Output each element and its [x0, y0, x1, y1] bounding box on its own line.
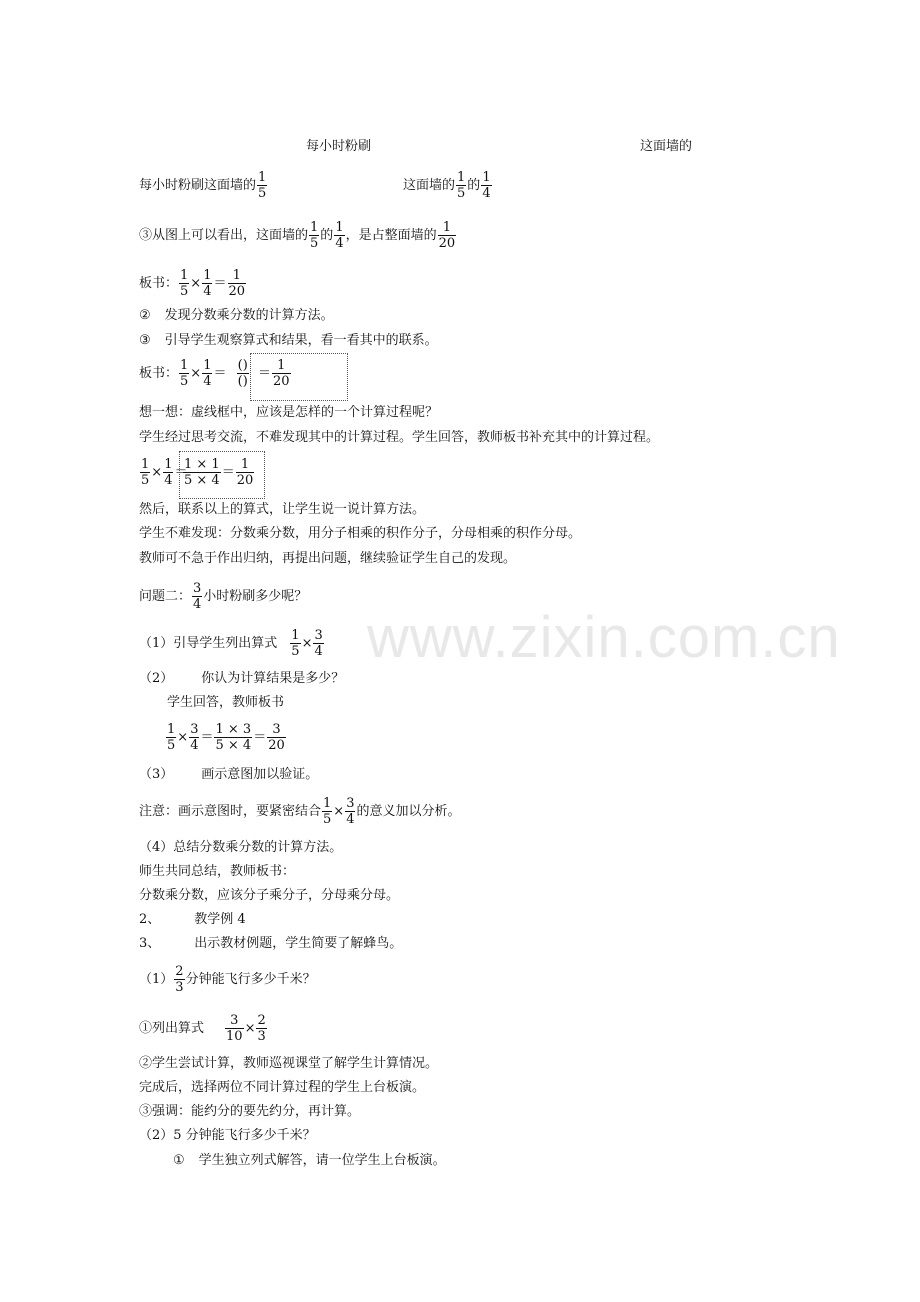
- fraction-line-1b: 这面墙的 $\frac{1}{5}$ 的 $\frac{1}{4}$: [403, 170, 491, 201]
- fraction: $\frac{1}{20}$: [438, 220, 456, 251]
- text: 这面墙的: [403, 178, 456, 193]
- item-guide: ③ 引导学生观察算式和结果，看一看其中的联系。: [139, 333, 438, 348]
- fraction: $\frac{1}{5}$: [323, 796, 332, 827]
- watermark: www.zixin.com.cn: [367, 605, 841, 670]
- students-find: 学生不难发现：分数乘分数，用分子相乘的积作分子，分母相乘的积作分母。: [139, 526, 582, 541]
- fraction: $\frac{3}{4}$: [193, 581, 202, 612]
- observation-line: ③从图上可以看出，这面墙的 $\frac{1}{5}$ 的 $\frac{1}{4}$ ，是占整面墙的 $\frac{1}{20}$: [139, 220, 456, 251]
- fraction: $\frac{2}{3}$: [257, 1013, 266, 1044]
- fraction: $\frac{3}{20}$: [268, 722, 285, 753]
- problem-1-step-a: ①列出算式 $\frac{3}{10}$ × $\frac{2}{3}$: [139, 1013, 266, 1044]
- step-2: （2） 你认为计算结果是多少？: [139, 671, 345, 686]
- fraction: $\frac{3}{4}$: [314, 628, 323, 659]
- board-writing-2: 板书： $\frac{1}{5}$ × $\frac{1}{4}$ ＝ $\frac{()}{()}$: [139, 358, 248, 389]
- fraction: $\frac{1}{5}$: [291, 628, 300, 659]
- fraction: $\frac{1}{20}$: [228, 268, 246, 299]
- fraction: $\frac{1}{5}$: [180, 358, 189, 389]
- section-2: 2、 教学例 4: [139, 912, 246, 927]
- fraction-placeholder: $\frac{()}{()}$: [237, 358, 248, 389]
- question-two: 问题二： $\frac{3}{4}$ 小时粉刷多少呢？: [139, 581, 308, 612]
- board-writing-3-expansion: $\frac{1 \times 1}{5 \times 4}$ ＝ $\frac{1}{20}$: [184, 457, 254, 488]
- fraction: $\frac{1}{4}$: [203, 268, 212, 299]
- board-writing-2-result: ＝ $\frac{1}{20}$: [258, 358, 290, 389]
- fraction: $\frac{1}{5}$: [258, 170, 267, 201]
- fraction: $\frac{1}{5}$: [141, 457, 150, 488]
- note-line: 注意：画示意图时，要紧密结合 $\frac{1}{5}$ × $\frac{3}{4}$ 的意义加以分析。: [139, 796, 461, 827]
- step-1: （1）引导学生列出算式 $\frac{1}{5}$ × $\frac{3}{4}$: [139, 628, 323, 659]
- fraction: $\frac{3}{4}$: [190, 722, 199, 753]
- section-3: 3、 出示教材例题，学生简要了解蜂鸟。: [139, 936, 403, 951]
- think-line: 想一想：虚线框中，应该是怎样的一个计算过程呢？: [139, 405, 439, 420]
- fraction-line-1: [139, 170, 268, 201]
- summary-intro: 师生共同总结，教师板书：: [139, 864, 296, 879]
- problem-2: （2）5 分钟能飞行多少千米？: [139, 1128, 316, 1143]
- then-line: 然后，联系以上的算式，让学生说一说计算方法。: [139, 502, 426, 517]
- fraction: $\frac{3}{4}$: [346, 796, 355, 827]
- fraction: $\frac{1}{4}$: [335, 220, 344, 251]
- step-4: （4）总结分数乘分数的计算方法。: [139, 840, 343, 855]
- fraction: $\frac{1}{4}$: [203, 358, 212, 389]
- fraction: $\frac{1 \times 3}{5 \times 4}$: [215, 722, 252, 753]
- problem-1-step-b: ②学生尝试计算，教师巡视课堂了解学生计算情况。: [139, 1056, 439, 1071]
- fraction: $\frac{1}{5}$: [180, 268, 189, 299]
- text: 每小时粉刷这面墙的: [139, 178, 257, 193]
- problem-1-step-c: 完成后，选择两位不同计算过程的学生上台板演。: [139, 1080, 426, 1095]
- board-writing-3: $\frac{1}{5}$ × $\frac{1}{4}$ ＝: [141, 457, 188, 488]
- students-discuss: 学生经过思考交流，不难发现其中的计算过程。学生回答，教师板书补充其中的计算过程。: [139, 430, 660, 445]
- answer-line: 学生回答，教师板书: [167, 695, 285, 710]
- problem-1-step-d: ③强调：能约分的要先约分，再计算。: [139, 1104, 361, 1119]
- teacher-wait: 教师可不急于作出归纳，再提出问题，继续验证学生自己的发现。: [139, 551, 517, 566]
- fraction: $\frac{1}{5}$: [167, 722, 176, 753]
- problem-1: （1） $\frac{2}{3}$ 分钟能飞行多少千米？: [139, 964, 316, 995]
- board-writing-1: 板书： $\frac{1}{5}$ × $\frac{1}{4}$ ＝ $\frac{1}{20}$: [139, 268, 246, 299]
- item-discover: ② 发现分数乘分数的计算方法。: [139, 308, 334, 323]
- fraction: $\frac{1}{20}$: [273, 358, 290, 389]
- fraction: $\frac{2}{3}$: [175, 964, 184, 995]
- header-left: 每小时粉刷: [306, 139, 372, 154]
- problem-2-step-a: ① 学生独立列式解答，请一位学生上台板演。: [173, 1153, 446, 1168]
- fraction: $\frac{1}{20}$: [236, 457, 254, 488]
- fraction: $\frac{1}{5}$: [457, 170, 466, 201]
- rule-line: 分数乘分数，应该分子乘分子，分母乘分母。: [139, 888, 400, 903]
- header-right: 这面墙的: [640, 139, 693, 154]
- board-writing-4: $\frac{1}{5}$ × $\frac{3}{4}$ ＝ $\frac{1 \times 3}{5 \times 4}$ ＝ $\frac{3}{20}$: [167, 722, 285, 753]
- fraction: $\frac{1 \times 1}{5 \times 4}$: [184, 457, 220, 488]
- fraction: $\frac{3}{10}$: [226, 1013, 243, 1044]
- fraction: $\frac{1}{4}$: [164, 457, 173, 488]
- step-3: （3） 画示意图加以验证。: [139, 767, 319, 782]
- fraction: $\frac{1}{4}$: [482, 170, 491, 201]
- fraction: $\frac{1}{5}$: [310, 220, 319, 251]
